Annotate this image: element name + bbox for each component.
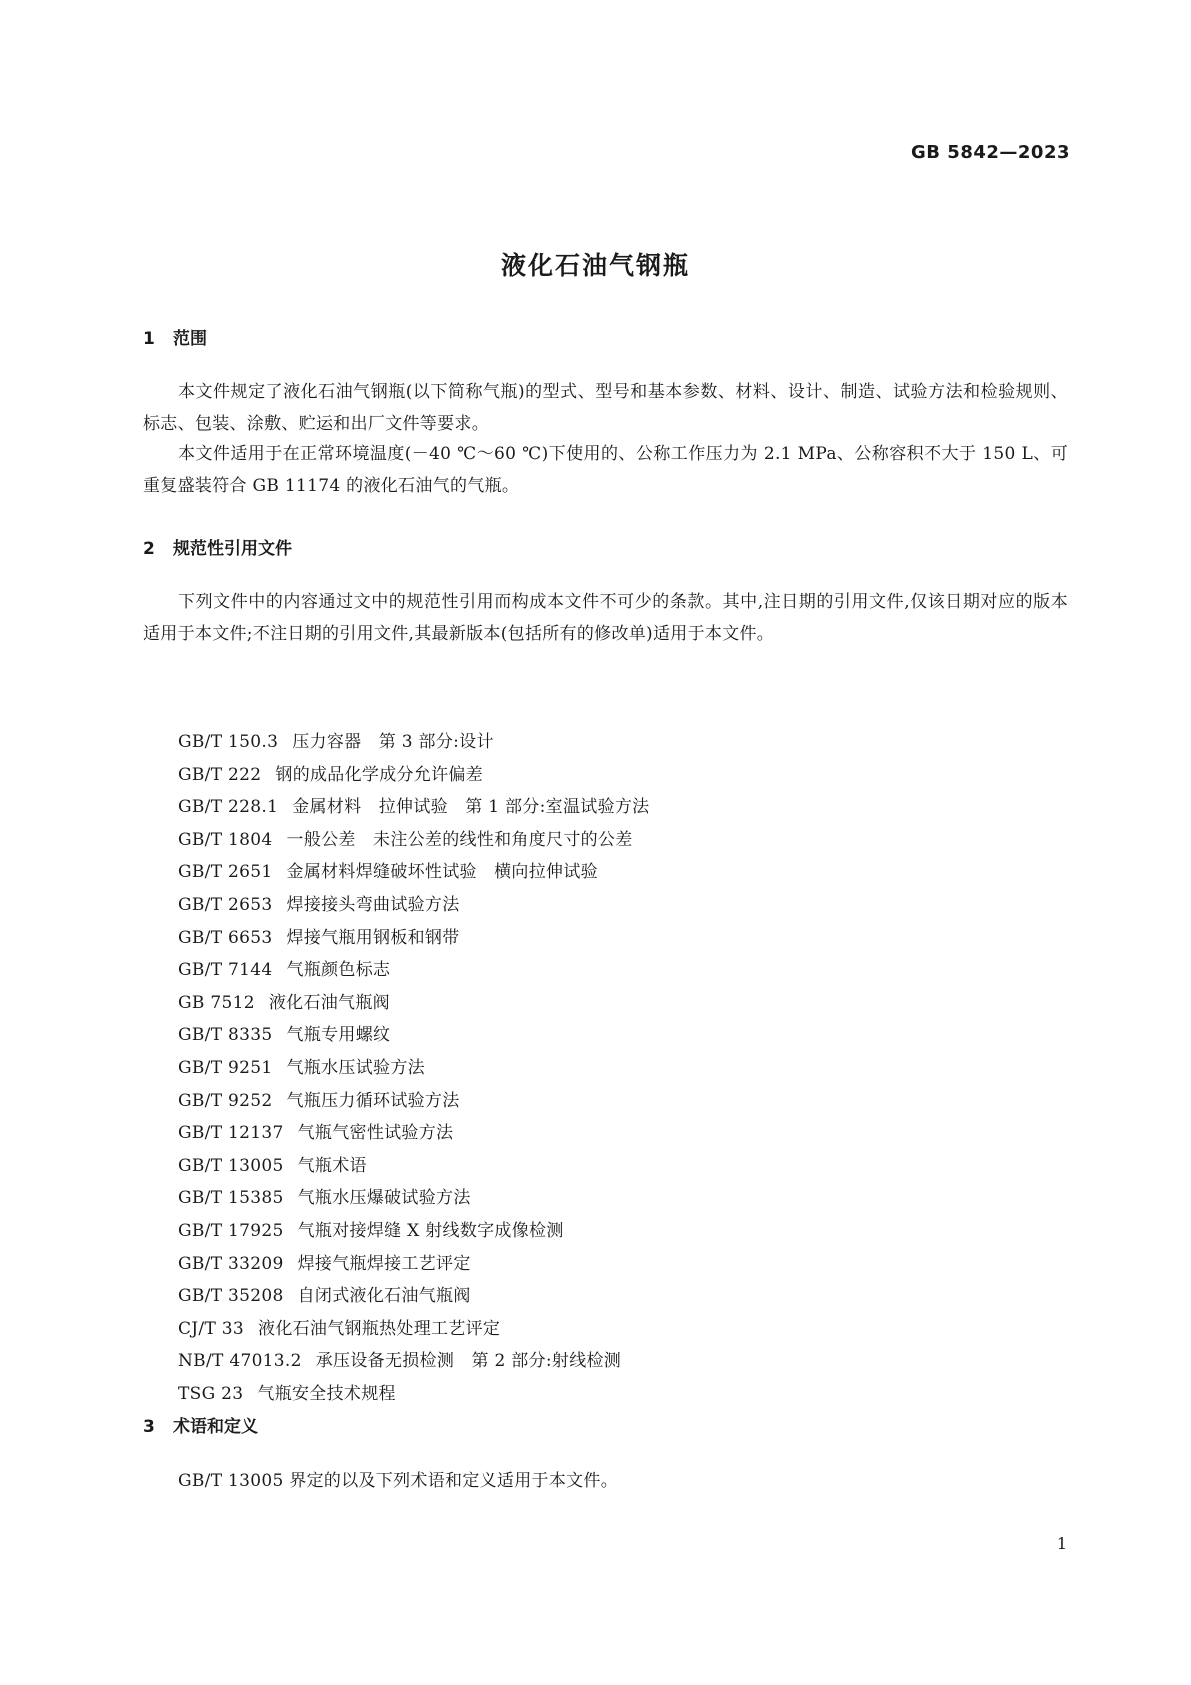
reference-item	[178, 824, 649, 857]
page-number: 1	[1056, 1534, 1067, 1553]
reference-item	[178, 791, 649, 824]
reference-code: GB/T 228.1	[178, 797, 279, 818]
reference-item	[178, 1313, 649, 1346]
reference-code: GB/T 8335	[178, 1025, 273, 1046]
reference-item	[178, 1052, 649, 1085]
reference-item	[178, 1019, 649, 1052]
reference-title: 金属材料焊缝破坏性试验 横向拉伸试验	[286, 862, 598, 883]
section-2-title: 规范性引用文件	[173, 539, 292, 559]
reference-code: CJ/T 33	[178, 1318, 245, 1339]
section-2-paragraph-1: 下列文件中的内容通过文中的规范性引用而构成本文件不可少的条款。其中,注日期的引用文件,仅该日期对应的版本适用于本文件;不注日期的引用文件,其最新版本(包括所有的修改单)适用于本文件。	[143, 592, 1068, 644]
reference-code: GB/T 12137	[178, 1123, 284, 1144]
section-2-heading	[143, 534, 292, 559]
reference-item	[178, 1085, 649, 1118]
reference-title: 焊接气瓶焊接工艺评定	[297, 1253, 471, 1274]
reference-code: GB/T 9252	[178, 1090, 273, 1111]
reference-code: GB/T 2651	[178, 862, 273, 883]
reference-title: 气瓶对接焊缝 X 射线数字成像检测	[297, 1220, 564, 1241]
reference-code: NB/T 47013.2	[178, 1351, 302, 1372]
reference-item	[178, 987, 649, 1020]
reference-item	[178, 1117, 649, 1150]
reference-code: GB/T 13005	[178, 1155, 284, 1176]
reference-title: 气瓶水压爆破试验方法	[297, 1188, 471, 1209]
reference-code: GB/T 7144	[178, 960, 273, 981]
reference-title: 压力容器 第 3 部分:设计	[292, 732, 494, 752]
reference-title: 焊接接头弯曲试验方法	[286, 894, 460, 915]
section-2-number: 2	[143, 539, 155, 559]
reference-code: GB 7512	[178, 992, 255, 1013]
reference-item	[178, 759, 649, 792]
section-1-paragraph-2: 本文件适用于在正常环境温度(－40 ℃～60 ℃)下使用的、公称工作压力为 2.1 MPa、公称容积不大于 150 L、可重复盛装符合 GB 11174 的液化石油气的气瓶。	[143, 444, 1068, 496]
reference-item	[178, 922, 649, 955]
reference-title: 气瓶气密性试验方法	[297, 1123, 454, 1144]
section-3-title: 术语和定义	[173, 1417, 258, 1437]
standard-code: GB 5842—2023	[911, 142, 1070, 163]
reference-code: GB/T 15385	[178, 1188, 284, 1209]
section-3-heading	[143, 1412, 258, 1437]
reference-title: 气瓶安全技术规程	[257, 1383, 396, 1404]
reference-title: 金属材料 拉伸试验 第 1 部分:室温试验方法	[292, 797, 650, 818]
section-3-paragraph-1: GB/T 13005 界定的以及下列术语和定义适用于本文件。	[178, 1471, 619, 1491]
reference-item	[178, 1150, 649, 1183]
reference-code: GB/T 2653	[178, 894, 273, 915]
reference-title: 液化石油气钢瓶热处理工艺评定	[258, 1318, 501, 1339]
reference-code: GB/T 150.3	[178, 732, 279, 752]
reference-item	[178, 1378, 649, 1411]
reference-code: GB/T 1804	[178, 829, 273, 850]
reference-code: GB/T 35208	[178, 1286, 284, 1307]
section-1-heading	[143, 324, 207, 349]
reference-title: 承压设备无损检测 第 2 部分:射线检测	[315, 1351, 622, 1372]
section-1-title: 范围	[173, 329, 207, 349]
normative-references-list	[178, 726, 649, 1410]
reference-item	[178, 954, 649, 987]
section-1-number: 1	[143, 329, 155, 349]
reference-item	[178, 1345, 649, 1378]
reference-code: GB/T 9251	[178, 1057, 273, 1078]
reference-item	[178, 1280, 649, 1313]
reference-item	[178, 1215, 649, 1248]
reference-title: 气瓶颜色标志	[286, 960, 391, 981]
document-title: 液化石油气钢瓶	[500, 251, 690, 280]
reference-title: 自闭式液化石油气瓶阀	[297, 1286, 471, 1307]
reference-item	[178, 1248, 649, 1281]
reference-title: 气瓶水压试验方法	[286, 1057, 425, 1078]
reference-title: 气瓶专用螺纹	[286, 1025, 391, 1046]
reference-code: GB/T 6653	[178, 927, 273, 948]
reference-item	[178, 1182, 649, 1215]
section-1-paragraph-1: 本文件规定了液化石油气钢瓶(以下简称气瓶)的型式、型号和基本参数、材料、设计、制造、试验方法和检验规则、标志、包装、涂敷、贮运和出厂文件等要求。	[143, 382, 1068, 434]
reference-code: GB/T 33209	[178, 1253, 284, 1274]
reference-title: 焊接气瓶用钢板和钢带	[286, 927, 460, 948]
reference-item	[178, 889, 649, 922]
reference-item	[178, 726, 649, 759]
reference-title: 气瓶术语	[297, 1155, 367, 1176]
reference-code: TSG 23	[178, 1383, 244, 1404]
section-3-number: 3	[143, 1417, 155, 1437]
reference-code: GB/T 222	[178, 764, 262, 785]
reference-title: 气瓶压力循环试验方法	[286, 1090, 460, 1111]
reference-code: GB/T 17925	[178, 1220, 284, 1241]
reference-title: 液化石油气瓶阀	[268, 992, 390, 1013]
reference-item	[178, 856, 649, 889]
reference-title: 一般公差 未注公差的线性和角度尺寸的公差	[286, 829, 633, 850]
reference-title: 钢的成品化学成分允许偏差	[275, 764, 483, 785]
